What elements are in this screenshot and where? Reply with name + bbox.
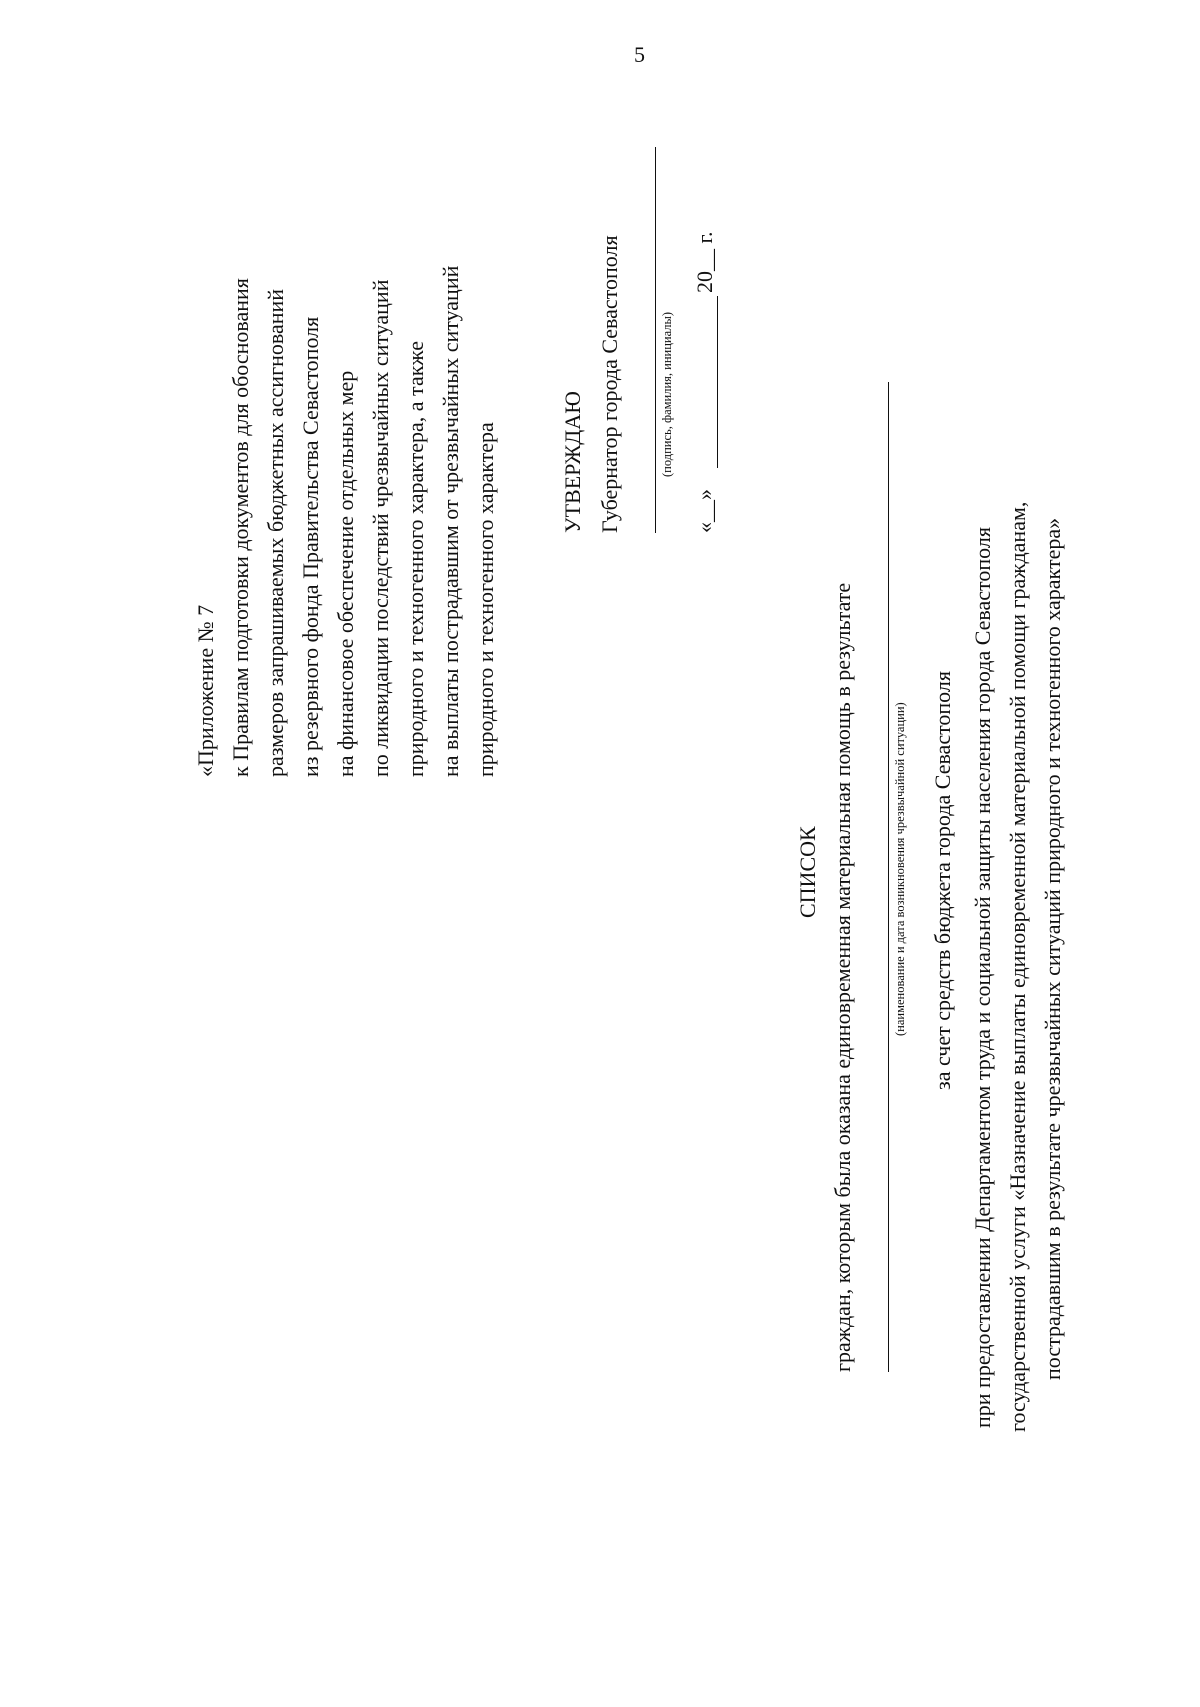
appendix-line: по ликвидации последствий чрезвычайных ситуаций bbox=[368, 279, 393, 777]
date-prefix: «__» bbox=[692, 489, 717, 533]
date-blank-line bbox=[717, 296, 718, 468]
signature-line bbox=[655, 147, 656, 533]
appendix-line: из резервного фонда Правительства Севастополя bbox=[298, 316, 323, 777]
appendix-line: природного и техногенного характера bbox=[473, 422, 498, 777]
list-source: за счет средств бюджета города Севастополя bbox=[930, 671, 955, 1090]
provider-line: государственной услуги «Назначение выплаты единовременной материальной помощи гражданам, bbox=[1005, 501, 1030, 1432]
approver-position: Губернатор города Севастополя bbox=[597, 235, 622, 533]
list-title: СПИСОК bbox=[795, 826, 820, 918]
appendix-line: размеров запрашиваемых бюджетных ассигнований bbox=[263, 288, 288, 777]
appendix-line: на финансовое обеспечение отдельных мер bbox=[333, 370, 358, 777]
appendix-line: на выплаты пострадавшим от чрезвычайных ситуаций bbox=[438, 265, 463, 777]
date-year: 20__ г. bbox=[692, 231, 717, 293]
emergency-name-hint: (наименование и дата возникновения чрезвычайной ситуации) bbox=[893, 702, 907, 1036]
signature-hint: (подпись, фамилия, инициалы) bbox=[660, 311, 674, 477]
appendix-title: «Приложение № 7 bbox=[193, 604, 218, 777]
list-subtitle: граждан, которым была оказана единовременная материальная помощь в результате bbox=[830, 582, 855, 1372]
appendix-line: природного и техногенного характера, а также bbox=[403, 340, 428, 777]
approve-heading: УТВЕРЖДАЮ bbox=[560, 391, 585, 533]
appendix-line: к Правилам подготовки документов для обоснования bbox=[228, 278, 253, 777]
provider-line: пострадавшим в результате чрезвычайных ситуаций природного и техногенного характера» bbox=[1040, 517, 1065, 1380]
page-number: 5 bbox=[634, 42, 645, 67]
emergency-name-line bbox=[888, 382, 889, 1372]
provider-line: при предоставлении Департаментом труда и социальной защиты населения города Севастополя bbox=[970, 527, 995, 1428]
